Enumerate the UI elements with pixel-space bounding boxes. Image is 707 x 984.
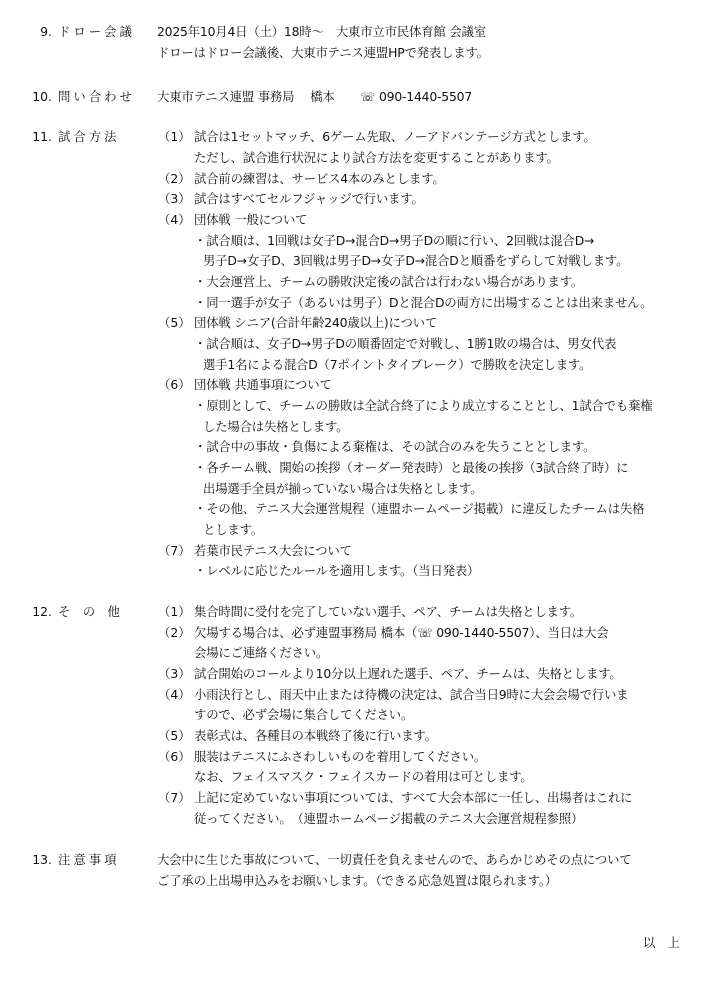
- s10-contact: [157, 87, 472, 107]
- closing-mark: 以 上: [643, 935, 680, 950]
- contact-org: 大東市テニス連盟 事務局 橋本: [157, 89, 335, 104]
- item-line: なお、フェイスマスク・フェイスカードの着用は可とします。: [194, 769, 533, 784]
- item-line: した場合は失格とします。: [203, 419, 349, 434]
- section-number: 12.: [32, 604, 52, 619]
- item-number: （1）: [158, 604, 191, 619]
- item-line: すので、必ず会場に集合してください。: [194, 707, 414, 722]
- item-line: ・原則として、チームの勝敗は全試合終了により成立することとし、1試合でも棄権: [194, 398, 653, 413]
- item-line: 表彰式は、各種目の本戦終了後に行います。: [194, 728, 437, 743]
- item-line: 若葉市民テニス大会について: [194, 543, 352, 558]
- section-title: 試合方法: [58, 129, 120, 144]
- item-line: 会場にご連絡ください。: [194, 645, 329, 660]
- item-number: （1）: [158, 129, 191, 144]
- section-title: 注意事項: [58, 852, 120, 867]
- item-line: ・試合順は、女子D→男子Dの順番固定で対戦し、1勝1敗の場合は、男女代表: [194, 336, 617, 351]
- item-line: 集合時間に受付を完了していない選手、ペア、チームは失格とします。: [194, 604, 583, 619]
- section-title: ドロー会議: [58, 24, 135, 39]
- section-number: 10.: [32, 89, 52, 104]
- item-line: 従ってください。 （連盟ホームページ掲載のテニス大会運営規程参照）: [194, 811, 584, 826]
- item-line: 上記に定めていない事項については、すべて大会本部に一任し、出場者はこれに: [194, 790, 633, 805]
- section-title: 問い合わせ: [58, 89, 135, 104]
- telephone-icon: ☏: [360, 90, 375, 104]
- section-number: 11.: [32, 129, 52, 144]
- s9-line: 2025年10月4日（土）18時～ 大東市立市民体育館 会議室: [157, 24, 486, 39]
- s9-line: ドローはドロー会議後、大東市テニス連盟HPで発表します。: [157, 45, 489, 60]
- s13-line: 大会中に生じた事故について、一切責任を負えませんので、あらかじめその点について: [157, 852, 632, 867]
- s13-line: ご了承の上出場申込みをお願いします。（できる応急処置は限られます。）: [157, 873, 558, 888]
- item-line: 欠場する場合は、必ず連盟事務局 橋本（☏ 090-1440-5507）、当日は大会: [194, 625, 609, 640]
- section-10-heading: [0, 87, 135, 107]
- item-line: ・試合中の事故・負傷による棄権は、その試合のみを失うこととします。: [194, 439, 596, 454]
- section-number: 9.: [40, 24, 52, 39]
- contact-tel: 090-1440-5507: [378, 89, 473, 104]
- item-line: ただし、試合進行状況により試合方法を変更することがあります。: [194, 150, 559, 165]
- item-line: 団体戦 シニア(合計年齢240歳以上)について: [194, 315, 438, 330]
- item-line: 試合前の練習は、サービス4本のみとします。: [194, 171, 445, 186]
- item-line: 小雨決行とし、雨天中止または待機の決定は、試合当日9時に大会会場で行いま: [194, 687, 629, 702]
- item-line: ・大会運営上、チームの勝敗決定後の試合は行わない場合があります。: [194, 274, 584, 289]
- item-number: （4）: [158, 212, 191, 227]
- item-line: ・レベルに応じたルールを適用します。（当日発表）: [194, 563, 480, 578]
- section-number: 13.: [32, 852, 52, 867]
- item-number: （3）: [158, 191, 191, 206]
- section-12-heading: [0, 602, 120, 622]
- section-13-heading: [0, 850, 120, 870]
- item-number: （7）: [158, 543, 191, 558]
- item-line: 試合開始のコールより10分以上遅れた選手、ペア、チームは、失格とします。: [194, 666, 622, 681]
- item-number: （7）: [158, 790, 191, 805]
- item-line: 団体戦 一般について: [194, 212, 308, 227]
- item-number: （2）: [158, 171, 191, 186]
- item-line: とします。: [203, 522, 263, 537]
- item-line: 服装はテニスにふさわしいものを着用してください。: [194, 749, 487, 764]
- item-line: 男子D→女子D、3回戦は男子D→女子D→混合Dと順番をずらして対戦します。: [203, 253, 629, 268]
- section-9-heading: [0, 22, 135, 42]
- item-line: ・試合順は、1回戦は女子D→混合D→男子Dの順に行い、2回戦は混合D→: [194, 233, 595, 248]
- item-line: 団体戦 共通事項について: [194, 377, 332, 392]
- item-line: ・各チーム戦、開始の挨拶（オーダー発表時）と最後の挨拶（3試合終了時）に: [194, 460, 629, 475]
- item-line: ・その他、テニス大会運営規程（連盟ホームページ掲載）に違反したチームは失格: [194, 501, 645, 516]
- item-number: （6）: [158, 377, 191, 392]
- item-line: 選手1名による混合D（7ポイントタイブレーク）で勝敗を決定します。: [203, 357, 592, 372]
- item-line: 試合はすべてセルフジャッジで行います。: [194, 191, 424, 206]
- item-number: （5）: [158, 315, 191, 330]
- item-line: 出場選手全員が揃っていない場合は失格とします。: [203, 481, 483, 496]
- item-number: （6）: [158, 749, 191, 764]
- section-title: そ の 他: [58, 604, 120, 619]
- section-11-heading: [0, 127, 120, 147]
- item-number: （3）: [158, 666, 191, 681]
- item-line: ・同一選手が女子（あるいは男子）Dと混合Dの両方に出場することは出来ません。: [194, 295, 653, 310]
- item-number: （5）: [158, 728, 191, 743]
- item-number: （4）: [158, 687, 191, 702]
- item-number: （2）: [158, 625, 191, 640]
- item-line: 試合は1セットマッチ、6ゲーム先取、ノーアドバンテージ方式とします。: [194, 129, 596, 144]
